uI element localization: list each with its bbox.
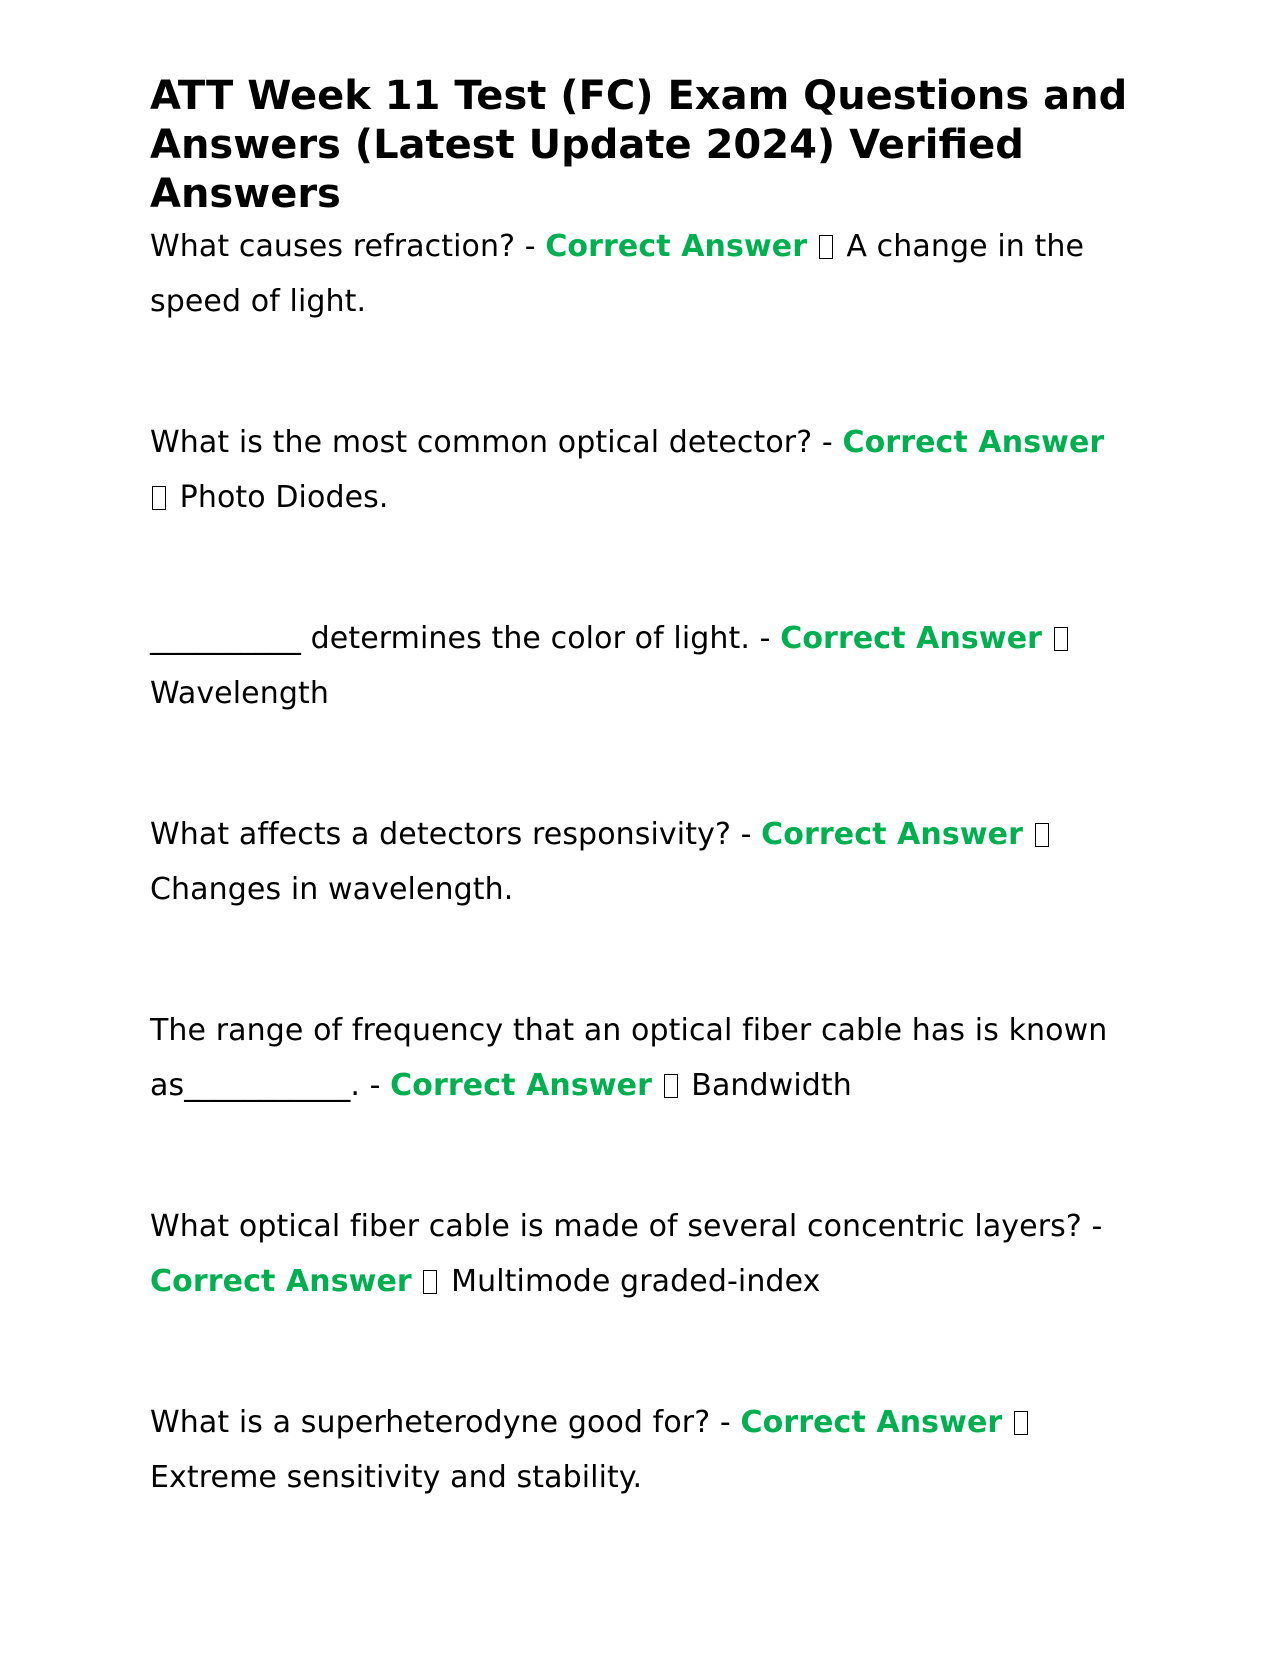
answer-text: A change in the speed of light. [150, 229, 1085, 319]
checkbox-icon [1035, 823, 1049, 847]
correct-answer-label: Correct Answer [545, 229, 808, 264]
question-text: The range of frequency that an optical fiber cable has is known as___________. [150, 1013, 1108, 1103]
answer-text: Photo Diodes. [179, 480, 389, 515]
qa-item [150, 1395, 1130, 1505]
qa-item [150, 611, 1130, 721]
separator: - [710, 1405, 741, 1440]
checkbox-icon [1054, 627, 1068, 651]
separator: - [515, 229, 546, 264]
separator: - [750, 621, 781, 656]
separator: - [1081, 1209, 1103, 1244]
separator: - [730, 817, 762, 852]
question-text: What optical fiber cable is made of several concentric layers? [150, 1209, 1082, 1244]
correct-answer-label: Correct Answer [780, 621, 1043, 656]
answer-text: Changes in wavelength. [150, 872, 514, 907]
separator: - [812, 425, 843, 460]
answer-text: Bandwidth [691, 1068, 852, 1103]
qa-item [150, 1199, 1130, 1309]
checkbox-icon [1014, 1411, 1028, 1435]
qa-item [150, 807, 1130, 917]
checkbox-icon [152, 486, 166, 510]
answer-text: Wavelength [150, 676, 329, 711]
qa-item [150, 415, 1130, 525]
checkbox-icon [664, 1074, 678, 1098]
correct-answer-label: Correct Answer [761, 817, 1023, 852]
document-title: ATT Week 11 Test (FC) Exam Questions and Answers (Latest Update 2024) Verified Answers [150, 73, 1128, 217]
correct-answer-label: Correct Answer [150, 1264, 412, 1299]
correct-answer-label: Correct Answer [842, 425, 1105, 460]
qa-item [150, 1003, 1130, 1113]
checkbox-icon [819, 235, 833, 259]
correct-answer-label: Correct Answer [390, 1068, 652, 1103]
answer-text: Extreme sensitivity and stability. [150, 1460, 643, 1495]
answer-text: Multimode graded-index [451, 1264, 821, 1299]
correct-answer-label: Correct Answer [740, 1405, 1003, 1440]
checkbox-icon [423, 1270, 437, 1294]
question-text: What is the most common optical detector? [150, 425, 813, 460]
document-page [150, 72, 1130, 1505]
question-text: What affects a detectors responsivity? [150, 817, 731, 852]
question-text: __________ determines the color of light. [150, 621, 751, 656]
qa-item [150, 219, 1130, 329]
separator: - [359, 1068, 391, 1103]
question-text: What is a superheterodyne good for? [150, 1405, 711, 1440]
question-text: What causes refraction? [150, 229, 516, 264]
qa-list [150, 219, 1130, 1505]
